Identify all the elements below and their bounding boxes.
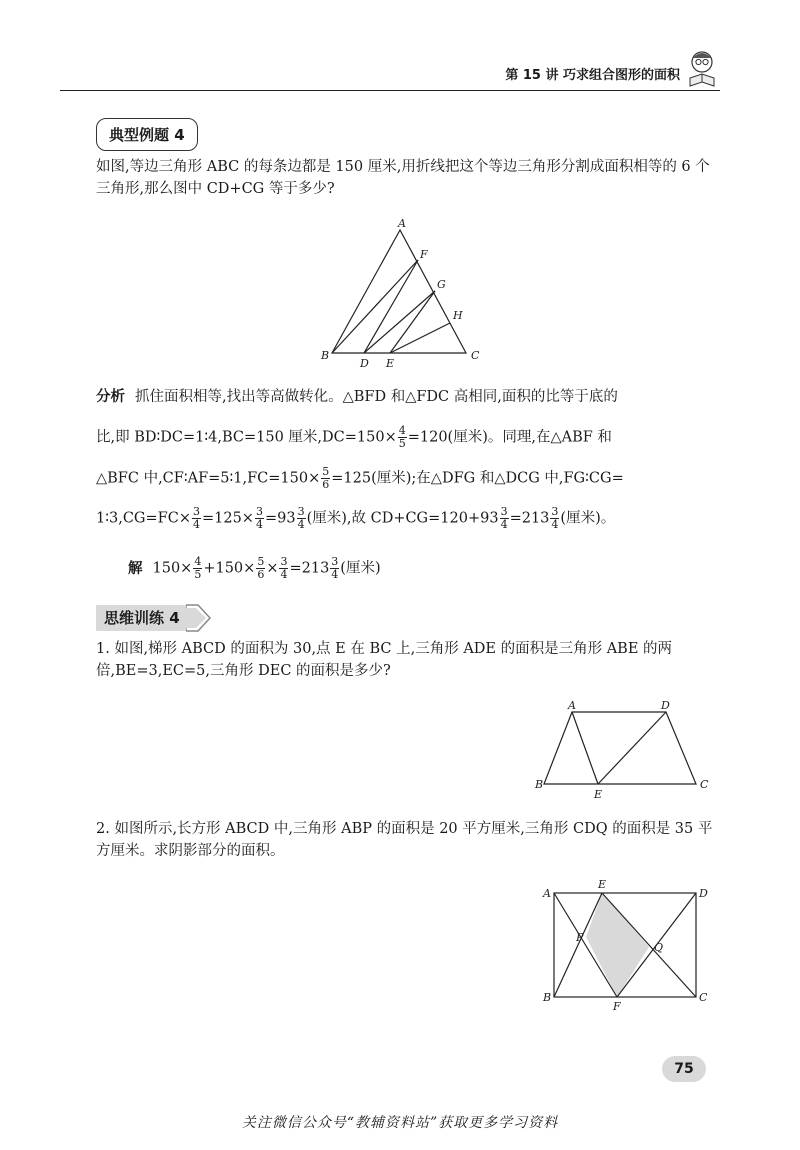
trapezoid-abcd — [544, 712, 696, 784]
fraction-4-5: $\frac{4}{5}$ — [398, 424, 406, 450]
example-problem-text: 如图,等边三角形 ABC 的每条边都是 150 厘米,用折线把这个等边三角形分割成面积相等的 6 个三角形,那么图中 CD+CG 等于多少? — [96, 159, 710, 197]
chapter-title: 第 15 讲 巧求组合图形的面积 — [505, 68, 680, 83]
label-h: H — [453, 309, 463, 322]
book-reader-icon — [684, 48, 720, 88]
training-tag: 思维训练 4 — [96, 605, 188, 631]
page-number: 75 — [662, 1056, 706, 1082]
label-p: P — [576, 931, 584, 944]
label-a: A — [398, 217, 406, 230]
pencil-tip-icon — [186, 603, 212, 633]
label-f: F — [420, 248, 428, 261]
label-c: C — [699, 991, 708, 1004]
analysis-text-3a: △BFC 中,CF∶AF=5∶1,FC=150× — [96, 470, 321, 487]
analysis-label: 分析 — [96, 389, 125, 405]
segment-de — [598, 712, 666, 784]
label-d: D — [360, 357, 369, 370]
analysis-line-1 — [96, 385, 716, 406]
analysis-text-4e: =213 — [509, 510, 550, 527]
fraction-4-5: $\frac{4}{5}$ — [194, 555, 202, 581]
analysis-text-4c: =93 — [264, 510, 296, 527]
fraction-3-4: $\frac{3}{4}$ — [280, 555, 288, 581]
analysis-text-4a: 1∶3,CG=FC× — [96, 510, 191, 527]
fraction-3-4: $\frac{3}{4}$ — [255, 505, 263, 531]
fraction-3-4: $\frac{3}{4}$ — [192, 505, 200, 531]
label-d: D — [699, 887, 708, 900]
segment-bf — [332, 260, 418, 353]
solution-line: 解 150× $\frac{4}{5}$ +150× $\frac{5}{6}$ × $\frac{3}{4}$ =213 $\frac{3}{4}$ (厘米) — [128, 555, 381, 581]
label-e: E — [598, 878, 607, 891]
label-g: G — [437, 278, 446, 291]
label-b: B — [543, 991, 552, 1004]
fraction-3-4: $\frac{3}{4}$ — [331, 555, 339, 581]
triangle-abc — [332, 230, 466, 353]
analysis-text-1: 抓住面积相等,找出等高做转化。△BFD 和△FDC 高相同,面积的比等于底的 — [135, 389, 618, 405]
rectangle-figure — [538, 875, 718, 1015]
label-e: E — [594, 788, 603, 801]
segment-ae — [572, 712, 598, 784]
fraction-3-4: $\frac{3}{4}$ — [500, 505, 508, 531]
label-q: Q — [654, 941, 664, 954]
segment-ge — [390, 291, 435, 353]
analysis-text-4b: =125× — [201, 510, 254, 527]
running-header — [60, 60, 720, 91]
solution-label: 解 — [128, 560, 143, 577]
label-c: C — [700, 778, 709, 791]
analysis-text-2a: 比,即 BD∶DC=1∶4,BC=150 厘米,DC=150× — [96, 429, 397, 446]
analysis-line-2 — [96, 425, 716, 450]
analysis-text-4f: (厘米)。 — [560, 510, 616, 527]
segment-fd — [364, 260, 418, 353]
fraction-3-4: $\frac{3}{4}$ — [297, 505, 305, 531]
label-b: B — [321, 349, 330, 362]
label-a: A — [568, 699, 576, 712]
analysis-text-2b: =120(厘米)。同理,在△ABF 和 — [407, 429, 612, 446]
example-tag: 典型例题 4 — [96, 118, 198, 151]
label-f: F — [613, 1000, 621, 1013]
fraction-5-6: $\frac{5}{6}$ — [322, 465, 330, 491]
label-c: C — [471, 349, 480, 362]
triangle-figure — [300, 215, 500, 375]
label-a: A — [543, 887, 551, 900]
analysis-text-3b: =125(厘米);在△DFG 和△DCG 中,FG∶CG= — [331, 470, 624, 487]
footer-watermark: 关注微信公众号“教辅资料站”获取更多学习资料 — [241, 1115, 559, 1131]
analysis-line-3 — [96, 466, 716, 491]
label-b: B — [535, 778, 544, 791]
segment-eh — [390, 323, 450, 353]
segment-dg — [364, 291, 435, 353]
question-2-text: 2. 如图所示,长方形 ABCD 中,三角形 ABP 的面积是 20 平方厘米,三角形 CDQ 的面积是 35 平方厘米。求阴影部分的面积。 — [96, 821, 713, 859]
label-d: D — [661, 699, 670, 712]
analysis-line-4 — [96, 506, 716, 531]
question-1-text: 1. 如图,梯形 ABCD 的面积为 30,点 E 在 BC 上,三角形 ADE 的面积是三角形 ABE 的两倍,BE=3,EC=5,三角形 DEC 的面积是多少? — [96, 641, 673, 679]
fraction-5-6: $\frac{5}{6}$ — [257, 555, 265, 581]
analysis-text-4d: (厘米),故 CD+CG=120+93 — [306, 510, 499, 527]
trapezoid-figure — [530, 698, 720, 803]
fraction-3-4: $\frac{3}{4}$ — [551, 505, 559, 531]
label-e: E — [386, 357, 395, 370]
